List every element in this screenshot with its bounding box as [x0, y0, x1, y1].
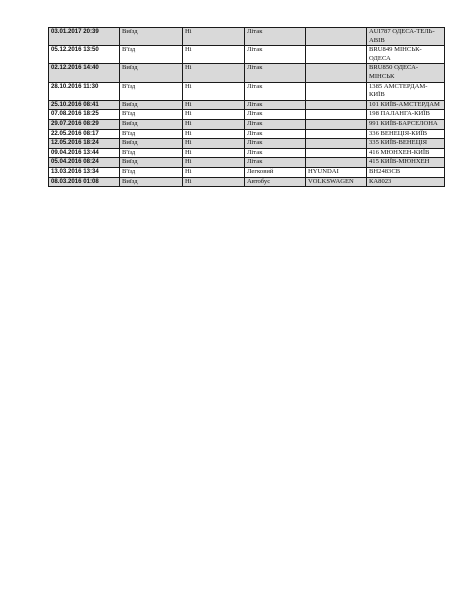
route-cell: 1385 АМСТЕРДАМ-КИЇВ — [367, 82, 445, 100]
route-cell: 416 МЮНХЕН-КИЇВ — [367, 148, 445, 158]
transport-cell: Літак — [245, 110, 306, 120]
direction-cell: Виїзд — [120, 177, 183, 187]
make-cell — [306, 129, 367, 139]
flag-cell: Ні — [183, 82, 245, 100]
transport-cell: Літак — [245, 82, 306, 100]
flag-cell: Ні — [183, 119, 245, 129]
table-row — [49, 167, 445, 177]
transport-cell: Літак — [245, 158, 306, 168]
route-cell: 101 КИЇВ-АМСТЕРДАМ — [367, 100, 445, 110]
datetime-cell: 05.12.2016 13:50 — [49, 46, 120, 64]
flag-cell: Ні — [183, 110, 245, 120]
table-row — [49, 129, 445, 139]
make-cell — [306, 110, 367, 120]
direction-cell: Виїзд — [120, 28, 183, 46]
direction-cell: В'їзд — [120, 129, 183, 139]
flag-cell: Ні — [183, 139, 245, 149]
direction-cell: Виїзд — [120, 100, 183, 110]
table-row — [49, 82, 445, 100]
transport-cell: Літак — [245, 64, 306, 82]
datetime-cell: 02.12.2016 14:40 — [49, 64, 120, 82]
flag-cell: Ні — [183, 129, 245, 139]
transport-cell: Літак — [245, 129, 306, 139]
datetime-cell: 28.10.2016 11:30 — [49, 82, 120, 100]
make-cell: HYUNDAI — [306, 167, 367, 177]
make-cell — [306, 82, 367, 100]
direction-cell: В'їзд — [120, 148, 183, 158]
route-cell: BRU850 ОДЕСА-МІНСЬК — [367, 64, 445, 82]
route-cell: 198 ПАЛАНГА-КИЇВ — [367, 110, 445, 120]
make-cell — [306, 148, 367, 158]
table-row — [49, 110, 445, 120]
direction-cell: Виїзд — [120, 64, 183, 82]
table-row — [49, 139, 445, 149]
transport-cell: Літак — [245, 28, 306, 46]
datetime-cell: 29.07.2016 08:29 — [49, 119, 120, 129]
route-cell: 991 КИЇВ-БАРСЕЛОНА — [367, 119, 445, 129]
route-cell: 415 КИЇВ-МЮНХЕН — [367, 158, 445, 168]
flag-cell: Ні — [183, 148, 245, 158]
datetime-cell: 09.04.2016 13:44 — [49, 148, 120, 158]
datetime-cell: 22.05.2016 08:17 — [49, 129, 120, 139]
make-cell — [306, 64, 367, 82]
make-cell — [306, 119, 367, 129]
make-cell — [306, 139, 367, 149]
make-cell — [306, 28, 367, 46]
datetime-cell: 07.08.2016 18:25 — [49, 110, 120, 120]
transport-cell: Легковий — [245, 167, 306, 177]
direction-cell: В'їзд — [120, 110, 183, 120]
table-row — [49, 177, 445, 187]
table-row — [49, 100, 445, 110]
direction-cell: Виїзд — [120, 119, 183, 129]
table-row — [49, 64, 445, 82]
route-cell: 336 ВЕНЕЦІЯ-КИЇВ — [367, 129, 445, 139]
make-cell — [306, 158, 367, 168]
flag-cell: Ні — [183, 158, 245, 168]
table-row — [49, 158, 445, 168]
route-cell: AUI787 ОДЕСА-ТЕЛЬ-АВІВ — [367, 28, 445, 46]
direction-cell: В'їзд — [120, 167, 183, 177]
table-row — [49, 46, 445, 64]
make-cell — [306, 46, 367, 64]
direction-cell: Виїзд — [120, 139, 183, 149]
flag-cell: Ні — [183, 64, 245, 82]
direction-cell: В'їзд — [120, 46, 183, 64]
transport-cell: Автобус — [245, 177, 306, 187]
table-body — [49, 28, 445, 187]
transport-cell: Літак — [245, 139, 306, 149]
transport-cell: Літак — [245, 119, 306, 129]
route-cell: BRU849 МІНСЬК-ОДЕСА — [367, 46, 445, 64]
table-row — [49, 148, 445, 158]
transport-cell: Літак — [245, 148, 306, 158]
route-cell: 335 КИЇВ-ВЕНЕЦІЯ — [367, 139, 445, 149]
route-cell: КА8023 — [367, 177, 445, 187]
table-row — [49, 119, 445, 129]
flag-cell: Ні — [183, 28, 245, 46]
transport-cell: Літак — [245, 100, 306, 110]
direction-cell: Виїзд — [120, 158, 183, 168]
direction-cell: В'їзд — [120, 82, 183, 100]
flag-cell: Ні — [183, 100, 245, 110]
datetime-cell: 13.03.2016 13:34 — [49, 167, 120, 177]
flag-cell: Ні — [183, 177, 245, 187]
datetime-cell: 08.03.2016 01:08 — [49, 177, 120, 187]
route-cell: ВН2483СВ — [367, 167, 445, 177]
border-crossing-table — [48, 27, 445, 187]
datetime-cell: 03.01.2017 20:39 — [49, 28, 120, 46]
table-row — [49, 28, 445, 46]
transport-cell: Літак — [245, 46, 306, 64]
datetime-cell: 25.10.2016 08:41 — [49, 100, 120, 110]
datetime-cell: 12.05.2016 18:24 — [49, 139, 120, 149]
flag-cell: Ні — [183, 167, 245, 177]
make-cell — [306, 100, 367, 110]
datetime-cell: 05.04.2016 08:24 — [49, 158, 120, 168]
make-cell: VOLKSWAGEN — [306, 177, 367, 187]
flag-cell: Ні — [183, 46, 245, 64]
